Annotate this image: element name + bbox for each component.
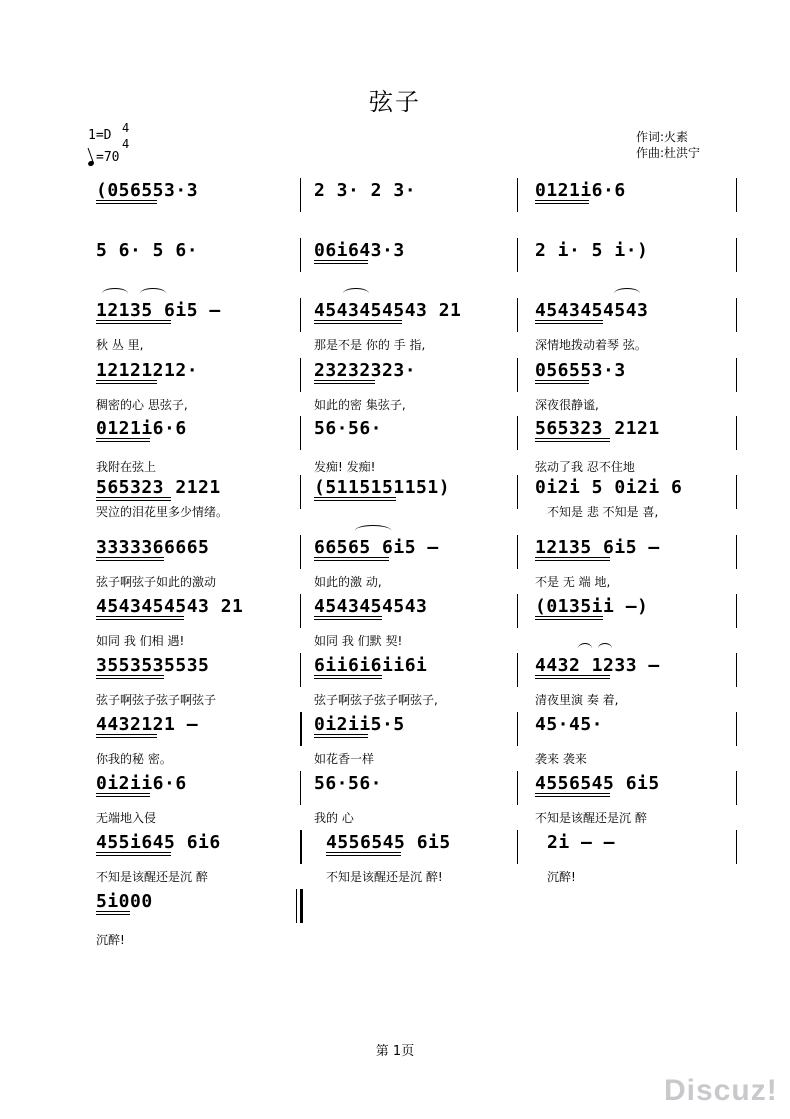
measure: [535, 712, 735, 746]
measure: [96, 535, 296, 569]
tempo-marking: [88, 150, 119, 165]
measure: [96, 416, 296, 450]
measure-notes: (0135ii –): [535, 596, 649, 617]
measure-notes: 4543454543 21: [96, 596, 244, 617]
measure-notes: 2i – –: [547, 832, 616, 853]
score-row: [0, 653, 790, 713]
lyric-line: 稠密的心 思弦子,: [96, 398, 188, 412]
measure-notes: 4432 1233 –: [535, 655, 660, 676]
bar-line: [517, 771, 518, 805]
bar-line: [300, 358, 301, 392]
bar-line: [736, 416, 737, 450]
measure-notes: 056553·3: [535, 360, 626, 381]
lyric-line: 如花香一样: [314, 752, 375, 766]
bar-line: [300, 416, 301, 450]
measure-notes: 4543454543: [314, 596, 428, 617]
score-row: [0, 416, 790, 476]
measure: [535, 178, 735, 212]
tempo-value: =70: [96, 150, 120, 165]
bar-line: [300, 298, 301, 332]
lyric-line: 清夜里演 奏 着,: [535, 693, 619, 707]
lyric-line: 我的 心: [314, 811, 354, 825]
measure: [535, 653, 735, 687]
score-row: [0, 889, 790, 949]
measure-notes: 0121i6·6: [535, 180, 626, 201]
measure-notes: 4432121 –: [96, 714, 199, 735]
measure-notes: 56·56·: [314, 773, 383, 794]
measure-notes: 6ii6i6ii6i: [314, 655, 428, 676]
bar-line: [517, 653, 518, 687]
bar-line: [736, 594, 737, 628]
measure: [535, 594, 735, 628]
lyric-line: 如同 我 们默 契!: [314, 634, 403, 648]
key-signature: 1=D: [88, 128, 112, 143]
lyric-line: 弦子啊弦子如此的激动: [96, 575, 217, 589]
bar-line: [517, 238, 518, 272]
measure: [96, 889, 296, 923]
lyric-line: 弦子啊弦子弦子啊弦子,: [314, 693, 438, 707]
measure: [314, 594, 514, 628]
lyric-line: 如此的密 集弦子,: [314, 398, 406, 412]
measure: [96, 178, 296, 212]
measure-notes: 3333366665: [96, 537, 210, 558]
lyricist-credit: 作词:火素: [636, 130, 689, 144]
lyric-line: 如此的激 动,: [314, 575, 382, 589]
measure: [314, 358, 514, 392]
lyric-line: 那是不是 你的 手 指,: [314, 338, 426, 352]
measure: [314, 475, 514, 509]
lyric-line: 无端地入侵: [96, 811, 157, 825]
bar-line: [736, 712, 737, 746]
repeat-bar-line: [300, 712, 302, 746]
time-signature: [122, 120, 129, 152]
measure-notes: 4556545 6i5: [326, 832, 451, 853]
lyric-line: 不是 无 端 地,: [535, 575, 611, 589]
score-row: [0, 358, 790, 418]
bar-line: [300, 475, 301, 509]
lyric-line: 弦动了我 忍不住地: [535, 460, 635, 474]
measure: [535, 535, 735, 569]
bar-line: [300, 178, 301, 212]
bar-line: [300, 535, 301, 569]
measure: [535, 238, 735, 272]
measure: [96, 238, 296, 272]
measure-notes: 12121212·: [96, 360, 199, 381]
lyric-line: 不知是该醒还是沉 醉: [96, 870, 208, 884]
bar-line: [736, 771, 737, 805]
lyric-line: 弦子啊弦子弦子啊弦子: [96, 693, 217, 707]
bar-line: [736, 178, 737, 212]
bar-line: [736, 653, 737, 687]
bar-line: [300, 653, 301, 687]
score-row: [0, 535, 790, 595]
lyric-line: 不知是该醒还是沉 醉!: [326, 870, 443, 884]
measure-notes: 0i2ii6·6: [96, 773, 187, 794]
repeat-bar-line: [300, 830, 302, 864]
bar-line: [517, 298, 518, 332]
measure: [96, 298, 296, 332]
measure-notes: 4543454543 21: [314, 300, 462, 321]
lyric-line: 不知是 悲 不知是 喜,: [547, 505, 659, 519]
measure: [535, 358, 735, 392]
measure-notes: 0i2i 5 0i2i 6: [535, 477, 683, 498]
measure: [535, 298, 735, 332]
measure-notes: (5115151151): [314, 477, 451, 498]
measure-notes: 565323 2121: [96, 477, 221, 498]
page-number: 第 1页: [375, 1044, 415, 1059]
measure-notes: 4556545 6i5: [535, 773, 660, 794]
measure-notes: 4543454543: [535, 300, 649, 321]
measure-notes: 23232323·: [314, 360, 417, 381]
lyric-line: 秋 丛 里,: [96, 338, 144, 352]
lyric-line: 你我的秘 密。: [96, 752, 172, 766]
bar-line: [736, 238, 737, 272]
lyric-line: 发痴! 发痴!: [314, 460, 376, 474]
measure: [314, 535, 514, 569]
lyric-line: 哭泣的泪花里多少情绪。: [96, 505, 229, 519]
bar-line: [300, 771, 301, 805]
measure: [547, 830, 747, 864]
measure: [96, 653, 296, 687]
measure-notes: 45·45·: [535, 714, 604, 735]
bar-line: [300, 238, 301, 272]
composer-credit: 作曲:杜洪宁: [636, 146, 701, 160]
measure: [314, 298, 514, 332]
lyric-line: 深夜很静谧,: [535, 398, 599, 412]
measure: [314, 238, 514, 272]
score-row: [0, 298, 790, 358]
measure-notes: 0121i6·6: [96, 418, 187, 439]
time-signature-bottom: 4: [122, 137, 130, 151]
bar-line: [736, 475, 737, 509]
score-row: [0, 178, 790, 238]
measure: [96, 830, 296, 864]
lyric-line: 深情地拨动着琴 弦。: [535, 338, 647, 352]
bar-line: [736, 830, 737, 864]
measure-notes: 565323 2121: [535, 418, 660, 439]
bar-line: [736, 358, 737, 392]
measure: [96, 594, 296, 628]
measure-notes: 455i645 6i6: [96, 832, 221, 853]
lyric-line: 沉醉!: [547, 870, 576, 884]
measure-notes: (056553·3: [96, 180, 199, 201]
measure-notes: 66565 6i5 –: [314, 537, 439, 558]
measure-notes: 12135 6i5 –: [96, 300, 221, 321]
bar-line: [517, 830, 518, 864]
measure: [314, 653, 514, 687]
measure: [314, 712, 514, 746]
measure-notes: 12135 6i5 –: [535, 537, 660, 558]
measure-notes: 0i2ii5·5: [314, 714, 405, 735]
final-bar-line-thin: [296, 889, 297, 923]
measure-notes: 5i000: [96, 891, 153, 912]
bar-line: [517, 178, 518, 212]
measure-notes: 2 i· 5 i·): [535, 240, 649, 261]
bar-line: [517, 535, 518, 569]
lyric-line: 袭来 袭来: [535, 752, 587, 766]
measure-notes: 06i643·3: [314, 240, 405, 261]
final-bar-line-thick: [300, 889, 303, 923]
measure: [535, 416, 735, 450]
measure: [96, 771, 296, 805]
bar-line: [517, 594, 518, 628]
lyric-line: 如同 我 们相 遇!: [96, 634, 185, 648]
score-row: [0, 475, 790, 535]
lyric-line: 不知是该醒还是沉 醉: [535, 811, 647, 825]
measure-notes: 3553535535: [96, 655, 210, 676]
bar-line: [300, 594, 301, 628]
lyric-line: 沉醉!: [96, 933, 125, 947]
song-title: 弦子: [369, 88, 421, 116]
measure: [314, 416, 514, 450]
measure-notes: 56·56·: [314, 418, 383, 439]
bar-line: [736, 298, 737, 332]
measure: [96, 358, 296, 392]
measure: [535, 771, 735, 805]
measure-notes: 2 3· 2 3·: [314, 180, 417, 201]
measure: [96, 712, 296, 746]
score-row: [0, 712, 790, 772]
watermark-logo: Discuz!: [664, 1074, 778, 1107]
measure: [314, 178, 514, 212]
bar-line: [517, 712, 518, 746]
score-row: [0, 830, 790, 890]
bar-line: [517, 475, 518, 509]
quarter-note-icon: [87, 160, 94, 167]
score-row: [0, 771, 790, 831]
lyric-line: 我附在弦上: [96, 460, 157, 474]
score-row: [0, 594, 790, 654]
time-signature-top: 4: [122, 121, 130, 135]
measure: [314, 771, 514, 805]
measure: [326, 830, 526, 864]
bar-line: [517, 358, 518, 392]
measure-notes: 5 6· 5 6·: [96, 240, 199, 261]
bar-line: [517, 416, 518, 450]
bar-line: [736, 535, 737, 569]
